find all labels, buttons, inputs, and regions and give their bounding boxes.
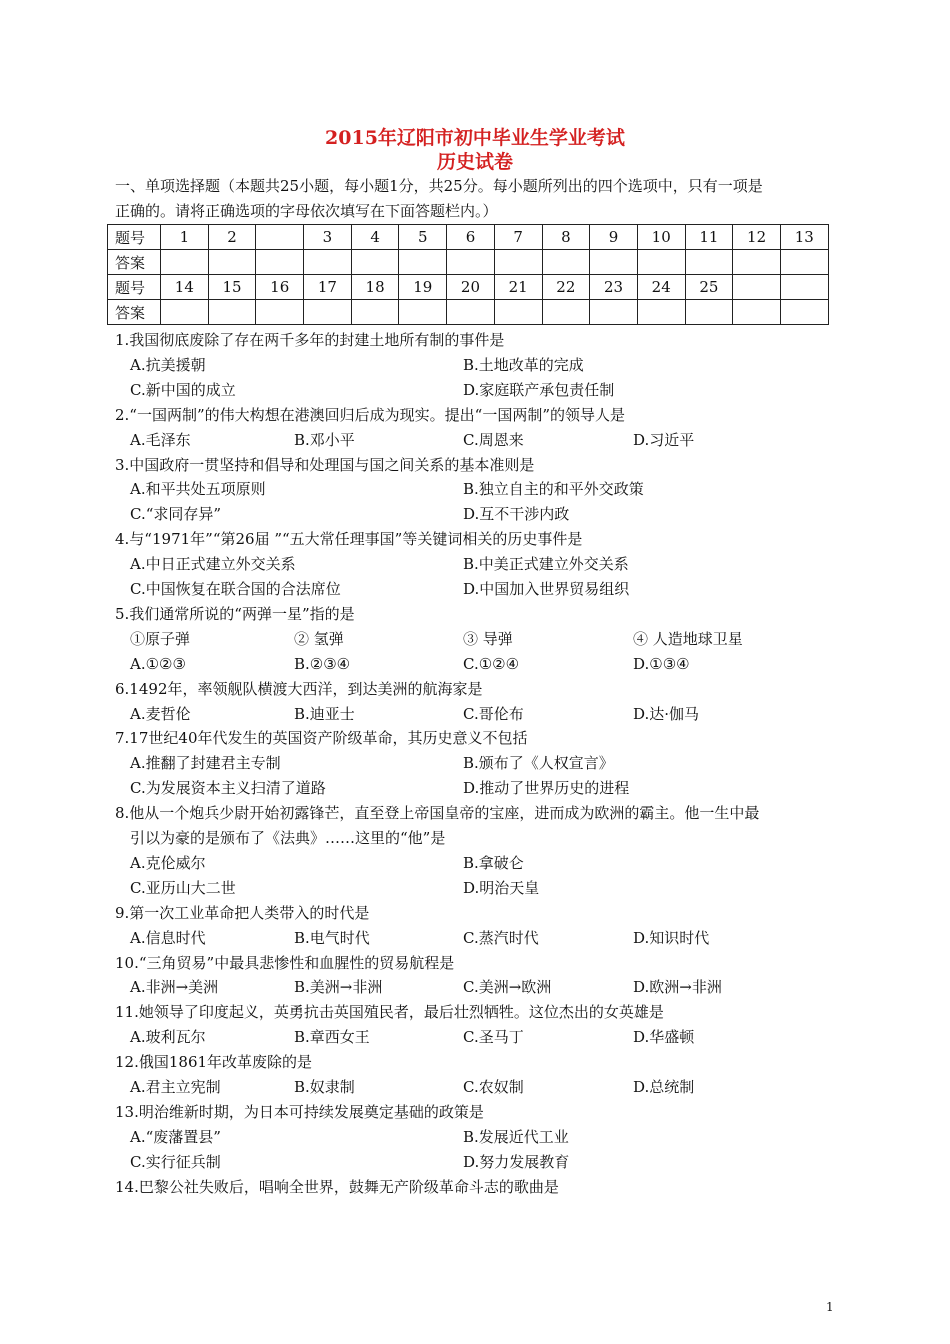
answer-option[interactable]: B.奴隶制 (294, 1078, 355, 1096)
question-stem: 12.俄国1861年改革废除的是 (115, 1053, 313, 1072)
question-stem: 1.我国彻底废除了存在两千多年的封建土地所有制的事件是 (115, 331, 505, 349)
answer-option[interactable]: B.电气时代 (294, 928, 370, 947)
answer-cell[interactable] (590, 300, 638, 325)
question-number-cell: 14 (161, 275, 209, 300)
question-number-cell: 1 (161, 225, 209, 250)
answer-option[interactable]: A.君主立宪制 (130, 1078, 221, 1096)
answer-row (108, 250, 829, 275)
question-number-cell: 7 (494, 225, 542, 250)
answer-option[interactable]: C.中国恢复在联合国的合法席位 (130, 580, 341, 598)
question-number-cell (780, 275, 828, 300)
question-stem: 9.第一次工业革命把人类带入的时代是 (115, 903, 370, 922)
answer-cell[interactable] (590, 250, 638, 275)
question-number-cell: 22 (542, 275, 590, 300)
question-item: ④ 人造地球卫星 (633, 629, 743, 648)
answer-option[interactable]: C.亚历山大二世 (130, 878, 236, 897)
answer-option[interactable]: B.土地改革的完成 (463, 355, 584, 374)
question-number-cell: 16 (256, 275, 304, 300)
instructions-line-2: 正确的。请将正确选项的字母依次填写在下面答题栏内。） (115, 202, 498, 220)
answer-option[interactable]: C.新中国的成立 (130, 380, 236, 399)
question-item: ② 氢弹 (294, 629, 344, 648)
answer-option[interactable]: B.邓小平 (294, 430, 355, 449)
question-number-cell: 24 (637, 275, 685, 300)
answer-cell[interactable] (161, 250, 209, 275)
answer-option[interactable]: B.发展近代工业 (463, 1127, 569, 1146)
table-row-label: 题号 (108, 225, 161, 250)
answer-option[interactable]: A.抗美援朝 (130, 355, 206, 374)
question-number-cell: 8 (542, 225, 590, 250)
exam-title: 2015年辽阳市初中毕业生学业考试 (325, 127, 625, 149)
question-stem: 5.我们通常所说的“两弹一星”指的是 (115, 604, 355, 623)
question-number-cell: 18 (351, 275, 399, 300)
answer-option[interactable]: A.信息时代 (130, 928, 206, 947)
answer-option[interactable]: D.①③④ (633, 654, 690, 673)
answer-option[interactable]: D.华盛顿 (633, 1028, 695, 1047)
answer-cell[interactable] (304, 300, 352, 325)
question-number-cell: 11 (685, 225, 733, 250)
answer-option[interactable]: D.欧洲→非洲 (633, 978, 722, 997)
number-row (108, 225, 829, 250)
answer-cell[interactable] (399, 300, 447, 325)
question-number-cell: 23 (590, 275, 638, 300)
answer-row (108, 300, 829, 325)
question-number-cell: 25 (685, 275, 733, 300)
answer-option[interactable]: D.努力发展教育 (463, 1152, 570, 1171)
question-number-cell: 9 (590, 225, 638, 250)
question-number-cell: 20 (447, 275, 495, 300)
answer-option[interactable]: C.为发展资本主义扫清了道路 (130, 779, 326, 798)
answer-option[interactable]: A.和平共处五项原则 (130, 480, 266, 499)
answer-option[interactable]: C.圣马丁 (463, 1028, 524, 1047)
question-number-cell: 3 (304, 225, 352, 250)
question-item: ③ 导弹 (463, 629, 513, 648)
answer-option[interactable]: C.周恩来 (463, 430, 524, 449)
answer-option[interactable]: C.①②④ (463, 654, 520, 673)
question-number-cell: 4 (351, 225, 399, 250)
answer-cell[interactable] (780, 300, 828, 325)
question-stem: 3.中国政府一贯坚持和倡导和处理国与国之间关系的基本准则是 (115, 455, 535, 474)
question-number-cell: 19 (399, 275, 447, 300)
answer-option[interactable]: B.②③④ (294, 654, 351, 673)
answer-cell[interactable] (733, 300, 781, 325)
answer-option[interactable]: B.颁布了《人权宣言》 (463, 754, 614, 773)
answer-option[interactable]: A.中日正式建立外交关系 (130, 555, 296, 574)
answer-option[interactable]: D.习近平 (633, 430, 695, 449)
answer-option[interactable]: B.迪亚士 (294, 704, 355, 723)
answer-cell[interactable] (208, 250, 256, 275)
question-number-cell: 13 (780, 225, 828, 250)
answer-option[interactable]: C.农奴制 (463, 1078, 524, 1096)
answer-cell[interactable] (494, 250, 542, 275)
answer-option[interactable]: C.实行征兵制 (130, 1152, 221, 1171)
answer-cell[interactable] (208, 300, 256, 325)
question-stem: 8.他从一个炮兵少尉开始初露锋芒，直至登上帝国皇帝的宝座，进而成为欧洲的霸主。他一生中最 (115, 804, 760, 823)
question-item: ①原子弹 (130, 629, 191, 648)
answer-cell[interactable] (542, 300, 590, 325)
exam-subtitle: 历史试卷 (436, 151, 513, 173)
answer-option[interactable]: A.“废藩置县” (130, 1127, 221, 1146)
answer-option[interactable]: D.明治天皇 (463, 878, 540, 897)
answer-option[interactable]: B.章西女王 (294, 1028, 370, 1047)
question-stem: 14.巴黎公社失败后，唱响全世界，鼓舞无产阶级革命斗志的歌曲是 (115, 1177, 559, 1196)
table-row-label: 题号 (108, 275, 161, 300)
question-number-cell: 17 (304, 275, 352, 300)
question-stem: 7.17世纪40年代发生的英国资产阶级革命，其历史意义不包括 (115, 729, 528, 748)
answer-option[interactable]: A.推翻了封建君主专制 (130, 754, 281, 773)
answer-cell[interactable] (351, 250, 399, 275)
question-number-cell: 12 (733, 225, 781, 250)
answer-cell[interactable] (351, 300, 399, 325)
answer-option[interactable]: A.玻利瓦尔 (130, 1028, 206, 1047)
question-number-cell: 21 (494, 275, 542, 300)
answer-cell[interactable] (304, 250, 352, 275)
question-number-cell: 10 (637, 225, 685, 250)
answer-cell[interactable] (780, 250, 828, 275)
answer-cell[interactable] (447, 250, 495, 275)
question-number-cell (733, 275, 781, 300)
table-row-label: 答案 (108, 300, 161, 325)
question-stem: 引以为豪的是颁布了《法典》……这里的“他”是 (130, 829, 446, 847)
question-number-cell: 2 (208, 225, 256, 250)
answer-option[interactable]: D.家庭联产承包责任制 (463, 380, 615, 399)
answer-option[interactable]: B.拿破仑 (463, 853, 524, 872)
question-number-cell (256, 225, 304, 250)
answer-cell[interactable] (637, 300, 685, 325)
answer-cell[interactable] (542, 250, 590, 275)
question-stem: 2.“一国两制”的伟大构想在港澳回归后成为现实。提出“一国两制”的领导人是 (115, 405, 625, 424)
answer-cell[interactable] (685, 300, 733, 325)
answer-cell[interactable] (161, 300, 209, 325)
answer-option[interactable]: B.美洲→非洲 (294, 978, 383, 997)
answer-option[interactable]: D.达·伽马 (633, 704, 700, 723)
answer-option[interactable]: B.独立自主的和平外交政策 (463, 480, 644, 499)
question-number-cell: 6 (447, 225, 495, 250)
answer-option[interactable]: A.非洲→美洲 (130, 978, 219, 997)
answer-cell[interactable] (685, 250, 733, 275)
question-number-cell: 5 (399, 225, 447, 250)
question-number-cell: 15 (208, 275, 256, 300)
question-stem: 13.明治维新时期，为日本可持续发展奠定基础的政策是 (115, 1102, 484, 1121)
instructions-line-1: 一、单项选择题（本题共25小题，每小题1分，共25分。每小题所列出的四个选项中，只有一项是 (115, 177, 763, 195)
answer-option[interactable]: A.麦哲伦 (130, 704, 191, 723)
answer-cell[interactable] (447, 300, 495, 325)
answer-option[interactable]: D.中国加入世界贸易组织 (463, 580, 630, 598)
question-stem: 4.与“1971年”“第26届 ”“五大常任理事国”等关键词相关的历史事件是 (115, 530, 583, 549)
answer-cell[interactable] (733, 250, 781, 275)
answer-option[interactable]: C.蒸汽时代 (463, 928, 539, 947)
number-row (108, 275, 829, 300)
answer-cell[interactable] (494, 300, 542, 325)
answer-option[interactable]: C.美洲→欧洲 (463, 978, 552, 997)
answer-option[interactable]: D.推动了世界历史的进程 (463, 779, 630, 798)
answer-table (107, 224, 829, 325)
question-stem: 10.“三角贸易”中最具悲惨性和血腥性的贸易航程是 (115, 953, 455, 972)
answer-option[interactable]: D.互不干涉内政 (463, 505, 570, 524)
answer-option[interactable]: D.总统制 (633, 1078, 695, 1096)
answer-cell[interactable] (256, 250, 304, 275)
answer-option[interactable]: D.知识时代 (633, 928, 710, 947)
answer-cell[interactable] (256, 300, 304, 325)
answer-option[interactable]: C.“求同存异” (130, 505, 222, 524)
page-number: 1 (826, 1300, 834, 1314)
answer-option[interactable]: C.哥伦布 (463, 704, 524, 723)
answer-cell[interactable] (637, 250, 685, 275)
answer-option[interactable]: B.中美正式建立外交关系 (463, 555, 629, 574)
answer-option[interactable]: A.①②③ (130, 654, 186, 673)
question-stem: 6.1492年，率领舰队横渡大西洋，到达美洲的航海家是 (115, 679, 483, 698)
answer-option[interactable]: A.毛泽东 (130, 430, 191, 449)
question-stem: 11.她领导了印度起义，英勇抗击英国殖民者，最后壮烈牺牲。这位杰出的女英雄是 (115, 1003, 664, 1022)
table-row-label: 答案 (108, 250, 161, 275)
answer-cell[interactable] (399, 250, 447, 275)
answer-option[interactable]: A.克伦威尔 (130, 853, 206, 872)
